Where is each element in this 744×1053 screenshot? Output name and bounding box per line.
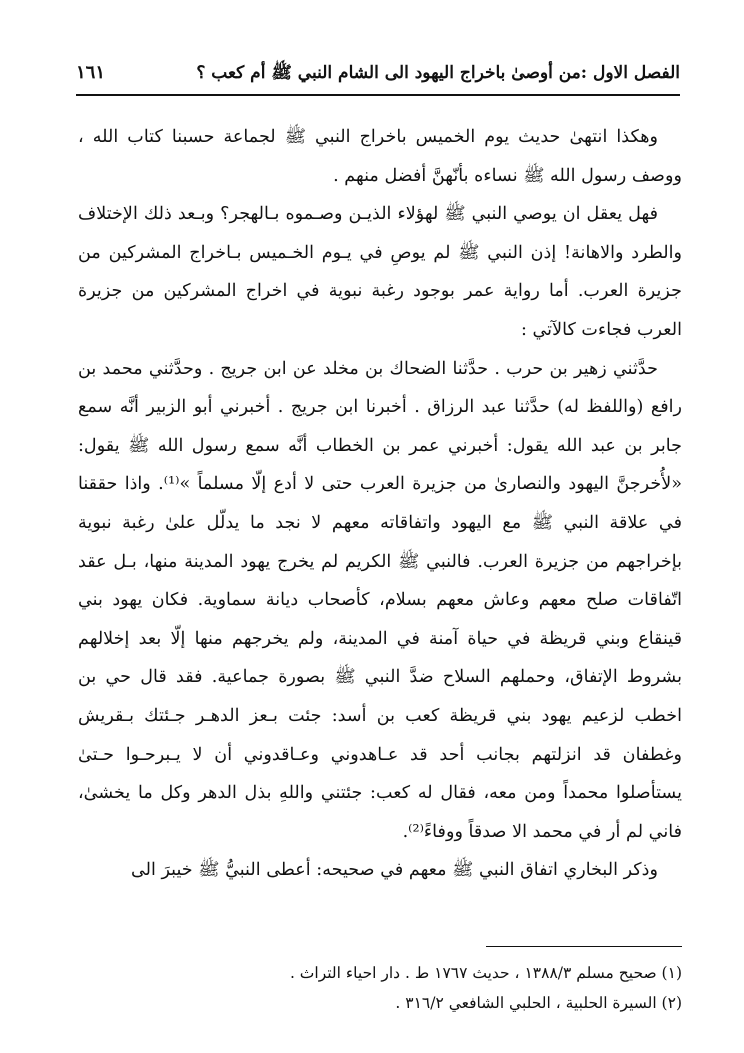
footnotes [78,958,682,1018]
running-header-title: الفصل الاول :من أوصىٰ باخراج اليهود الى الشام النبي ﷺ أم كعب ؟ [196,63,680,83]
footnote-divider [486,946,682,947]
footnote: (٢) السيرة الحلبية ، الحلبي الشافعي ٣١٦/٢ . [395,994,682,1012]
paragraph: وذكر البخاري اتفاق النبي ﷺ معهم في صحيحه: أعطى النبيُّ ﷺ خيبرَ الى [130,860,658,881]
page-header [76,58,680,92]
paragraph: حدَّثني زهير بن حرب . حدَّثنا الضحاك بن مخلد عن ابن جريج . وحدَّثني محمد بن رافع (واللفظ له) حدَّثنا عبد الرزاق . أخبرنا ابن جريج . أخبرني أبو الزبير أنَّه سمع جابر بن عبد الله يقول: أخبرني عمر بن الخطاب أنَّه سمع رسول الله ﷺ يقول: «لأُخرجنَّ اليهود والنصارىٰ من جزيرة العرب حتى لا أدع إلّا مسلماً »⁽¹⁾. واذا حققنا في علاقة النبي ﷺ مع اليهود واتفاقاته معهم لا نجد ما يدلّل علىٰ رغبة نبوية بإخراجهم من جزيرة العرب. فالنبي ﷺ الكريم لم يخرج يهود المدينة منها، بـل عقد اتّفاقات صلح معهم وعاش معهم بسلام، كأصحاب ديانة سماوية. فكان يهود بني قينقاع وبني قريظة في حياة آمنة في المدينة، ولم يخرجهم منها إلّا بعد إخلالهم بشروط الإتفاق، وحملهم السلاح ضدَّ النبي ﷺ بصورة جماعية. فقد قال حي بن اخطب لزعيم يهود بني قريظة كعب بن أسد: جئت بـعز الدهـر جـئتك بـقريش وغطفان قد انزلتهم بجانب أحد قد عـاهدوني وعـاقدوني أن لا يـبرحـوا حـتىٰ يستأصلوا محمداً ومن معه، فقال له كعب: جئتني واللهِ بذل الدهر وكل ما يخشىٰ، فاني لم أر في محمد الا صدقاً ووفاءً⁽²⁾. [78,358,682,842]
footnote: (١) صحيح مسلم ١٣٨٨/٣ ، حديث ١٧٦٧ ط . دار احياء التراث . [289,964,682,982]
main-text [78,118,682,890]
page-number: ١٦١ [76,62,106,83]
paragraph: وهكذا انتهىٰ حديث يوم الخميس باخراج النبي ﷺ لجماعة حسبنا كتاب الله ، ووصف رسول الله ﷺ نساءه بأنّهنَّ أفضل منهم . [78,127,682,186]
paragraph: فهل يعقل ان يوصي النبي ﷺ لهؤلاء الذيـن وصـموه بـالهجر؟ وبـعد ذلك الإختلاف والطرد والاهانة! إذن النبي ﷺ لم يوصِ في يـوم الخـميس بـاخراج المشركين من جزيرة العرب. أما رواية عمر بوجود رغبة نبوية في اخراج المشركين من جزيرة العرب فجاءت كالآتي : [78,204,682,340]
header-divider [76,94,680,96]
